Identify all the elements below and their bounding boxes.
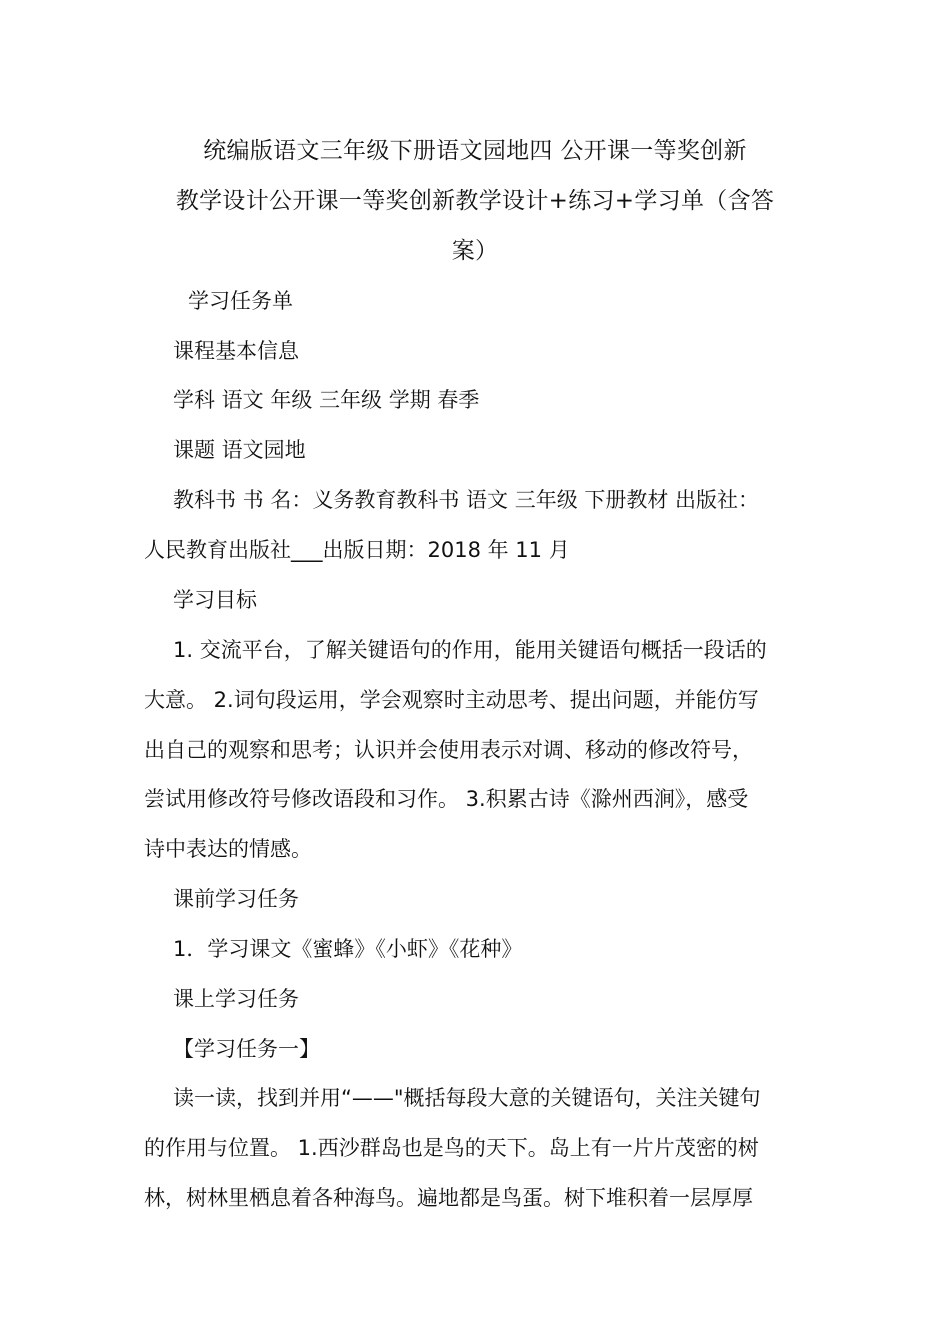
learning-goals-line-5: 诗中表达的情感。 (144, 837, 312, 861)
learning-goals-line-1: 1. 交流平台，了解关键语句的作用，能用关键语句概括一段话的 (173, 638, 767, 662)
task-one-line-3: 林，树林里栖息着各种海鸟。遍地都是鸟蛋。树下堆积着一层厚厚 (144, 1186, 753, 1210)
section-heading-task-sheet: 学习任务单 (188, 289, 293, 313)
document-title (144, 126, 806, 276)
task-one-heading: 【学习任务一】 (173, 1037, 320, 1061)
section-heading-learning-goals: 学习目标 (173, 588, 257, 612)
task-one-line-1: 读一读，找到并用“——"概括每段大意的关键语句，关注关键句 (173, 1086, 761, 1110)
task-one-line-2: 的作用与位置。 1.西沙群岛也是鸟的天下。岛上有一片片茂密的树 (144, 1136, 759, 1160)
pre-class-task-1: 1．学习课文《蜜蜂》《小虾》《花种》 (173, 937, 523, 961)
textbook-info-line-1: 教科书 书 名：义务教育教科书 语文 三年级 下册教材 出版社： (173, 488, 760, 512)
course-subject-grade-term: 学科 语文 年级 三年级 学期 春季 (173, 388, 480, 412)
title-line-2: 教学设计公开课一等奖创新教学设计+练习+学习单（含答 (175, 188, 775, 214)
title-line-3: 案） (451, 238, 499, 264)
course-topic: 课题 语文园地 (173, 438, 306, 462)
learning-goals-line-3: 出自己的观察和思考；认识并会使用表示对调、移动的修改符号， (144, 738, 753, 762)
section-heading-pre-class-tasks: 课前学习任务 (173, 887, 299, 911)
learning-goals-line-4: 尝试用修改符号修改语段和习作。 3.积累古诗《滁州西涧》，感受 (144, 787, 749, 811)
learning-goals-line-2: 大意。 2.词句段运用，学会观察时主动思考、提出问题，并能仿写 (144, 688, 759, 712)
section-heading-course-info: 课程基本信息 (173, 339, 299, 363)
textbook-info-line-2: 人民教育出版社___出版日期：2018 年 11 月 (144, 538, 570, 562)
section-heading-in-class-tasks: 课上学习任务 (173, 987, 299, 1011)
title-line-1: 统编版语文三年级下册语文园地四 公开课一等奖创新 (203, 138, 747, 164)
